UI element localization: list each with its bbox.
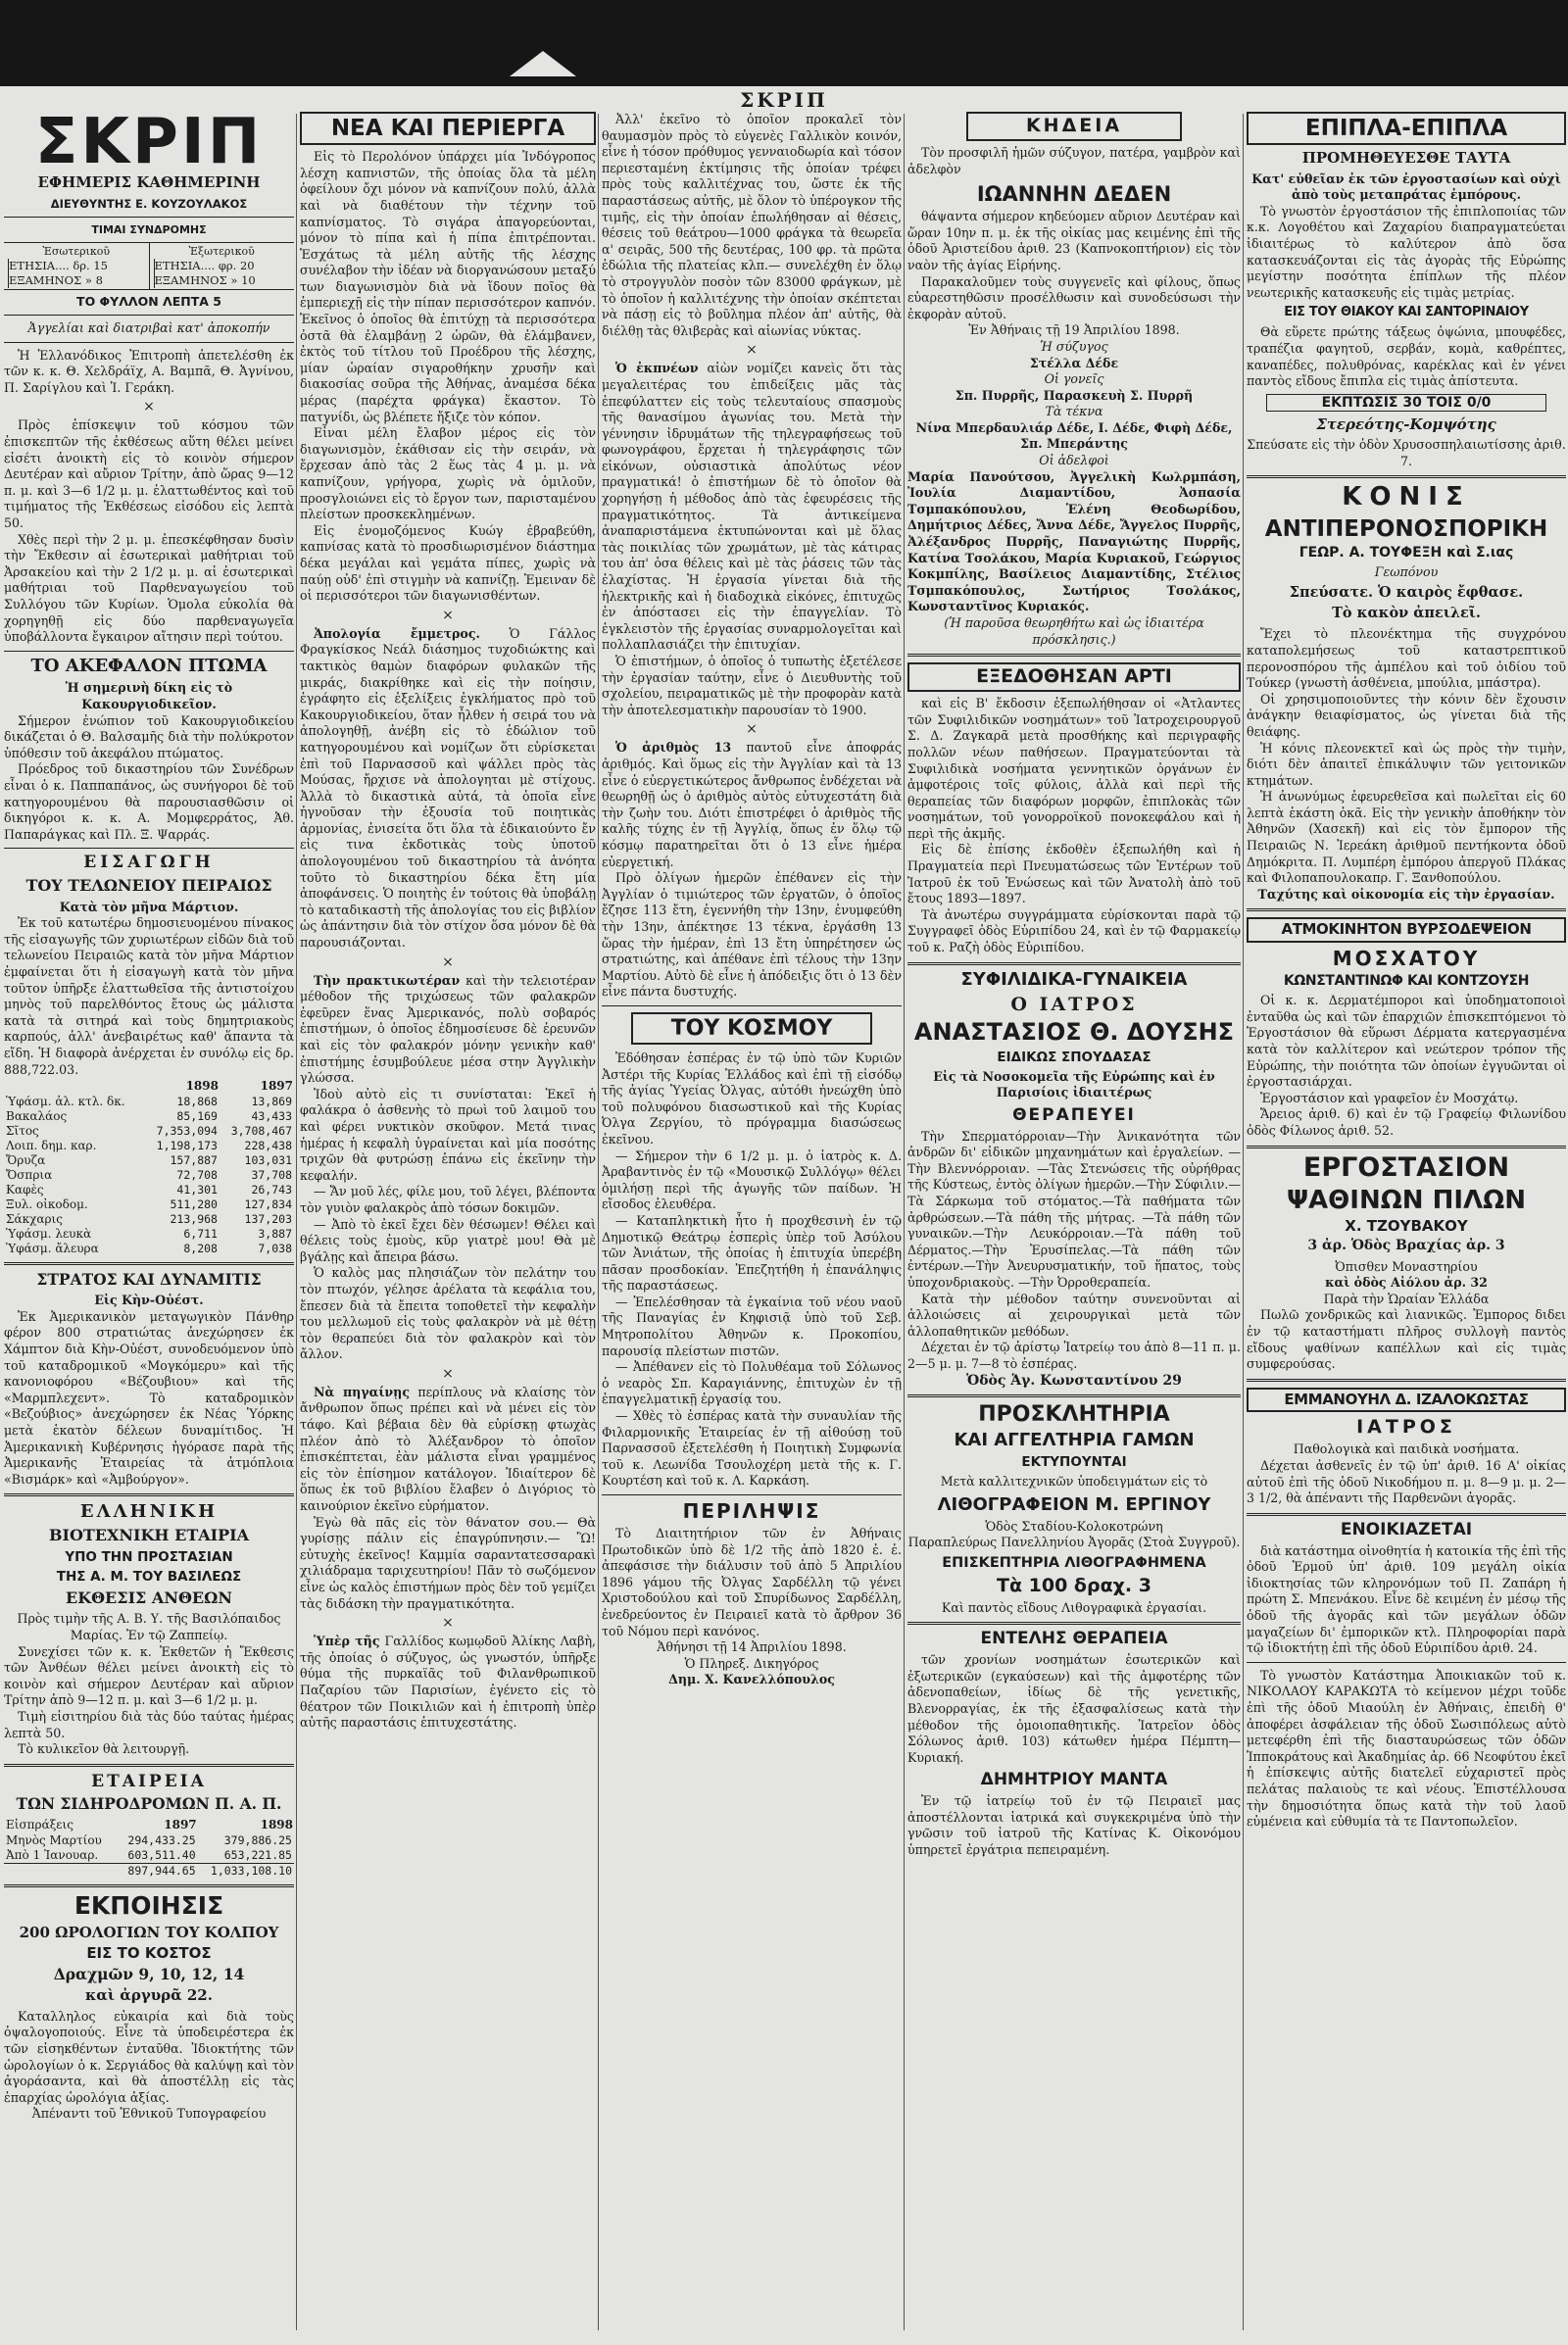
baldness-text-2: Ἰδοὺ αὐτὸ εἰς τι συνίσταται: Ἐκεῖ ἡ φαλάκρα ὁ ἀσθενὴς τὸ πρωὶ τοῦ λαιμοῦ του καὶ φέρει νυκτικὸν σκοῦφον. Μετά τινας ἡμέρας ἡ κεφαλὴ ὑγραίνεται καὶ μία ποσότης τριχῶν θὰ φυτρώσῃ ἐπάνω εἰς ἐκεῖνην τὴν κεφαλήν. xyxy=(300,1086,596,1183)
hat-address-3: Παρὰ τὴν Ὡραίαν Ἑλλάδα xyxy=(1323,1291,1490,1306)
divider xyxy=(907,962,1241,965)
column-1 xyxy=(4,112,294,2336)
watches-address: Ἀπέναντι τοῦ Ἐθνικοῦ Τυπογραφείου xyxy=(31,2106,267,2122)
scanner-edge-notch xyxy=(510,51,576,76)
domestic-year: ΕΤΗΣΙΑ.... δρ. 15 xyxy=(8,259,145,273)
headline-epipla: ΕΠΙΠΛΑ-ΕΠΙΠΛΑ xyxy=(1247,112,1566,145)
jury-text: Ἡ Ἐλλανόδικος Ἐπιτροπὴ ἀπετελέσθη ἐκ τῶν κ. κ. Θ. Χελδράϊχ, Α. Βαμπᾶ, Θ. Ἀγνίνου, Π. Σαρίγλου καὶ Ἰ. Γεράκη. xyxy=(4,347,294,395)
doctor-address: Ὁδὸς Ἁγ. Κωνσταντίνου 29 xyxy=(966,1372,1182,1389)
newspaper-page xyxy=(0,86,1568,2345)
konis-text: Ἔχει τὸ πλεονέκτημα τῆς συγχρόνου καταπολεμήσεως τοῦ καταστρεπτικοῦ περονοσπόρου τῆς ἀμπέλου καὶ τοῦ ὀιδίου τοῦ Τούκερ (γνωστὴ ἀσθένεια, μπούλια, μπάστρα). xyxy=(1247,626,1566,691)
cell-item: Ἀπὸ 1 Ἰανουαρ. xyxy=(6,1848,99,1863)
foreign-year: ΕΤΗΣΙΑ.... φρ. 20 xyxy=(154,259,291,273)
books-text-3: Τὰ ἀνωτέρω συγγράμματα εὑρίσκονται παρὰ τῷ Συγγραφεῖ ὁδὸς Εὐριπίδου 24, καὶ ἐν τῷ Φαρμακείῳ τοῦ κ. Ραζὴ ὁδὸς Εὐριπίδου. xyxy=(907,906,1241,955)
cell-item: Λοιπ. δημ. καρ. xyxy=(6,1139,97,1153)
cell-item: Καφὲς xyxy=(6,1183,44,1197)
cell-value: 26,743 xyxy=(251,1183,292,1197)
column-rule xyxy=(1243,114,1244,2330)
hat-address-2: καὶ ὁδὸς Αἰόλου ἀρ. 32 xyxy=(1325,1275,1488,1291)
baldness-dialog-2: — Ἀπὸ τὸ ἐκεῖ ἔχει δὲν θέσωμεν! Θέλει καὶ θέλεις τοὺς ἐμοὺς, κῦρ γιατρὲ μου! Θὰ μὲ βγάλῃς καὶ ἄπειρα βάσω. xyxy=(300,1216,596,1264)
headline-konis: ΚΟΝΙΣ xyxy=(1342,482,1471,513)
column-3 xyxy=(602,112,902,2336)
tannery-text-2: Ἐργοστάσιον καὶ γραφεῖον ἐν Μοσχάτῳ. xyxy=(1260,1090,1519,1105)
pipe-club-text: Εἰς τὸ Περολόνον ὑπάρχει μία Ἰνδόγροπος λέσχη καπνιστῶν, τῆς ὁποίας ὅλα τὰ μέλη ὀφείλουν ὄχι μόνον νὰ καπνίζουν πολύ, ἀλλὰ καὶ νὰ διαθέτουν τὴν τέχνην τοῦ καπνίσματος. Τὸ σιγάρα ἀπαγορεύονται, μόνον τὸ πίπα καὶ ἡ πίπα ἐπιτρέπονται. Ἐσχάτως τὰ μέλη αὐτῆς τῆς λέσχης συνέλαβον τὴν ἰδέαν νὰ διοργανώσουν μεταξύ των διαγωνισμὸν διὰ νὰ ἴδουν ποῖος θὰ ἐμπεριεχῇ εἰς τὴν πίπαν περισσότερον καπνόν. Ἐκεῖνος ὁ ὁποῖος θὰ ἐπιτύχῃ τὰ περισσότερα ὀστᾶ θὰ ἐλαμβάνῃ 2 ὡρῶν, θὰ ἐλάμβανεν, ἐκτὸς τοῦ τίτλου τοῦ Προέδρου τῆς λέσχης, μίαν ὡραίαν σιγαροθήκην χρυσῆν καὶ διακοσίας σοῦρα τῆς Ἀθήνας, ἀναμέσα δέκα μέρας (παρέχτα φράγκα) ἕκαστον. Τὸ πατγνίδι, ὡς βλέπετε ἤξιζε τὸν κόπον. xyxy=(300,149,596,424)
cell-total: 1,033,108.10 xyxy=(198,1864,294,1880)
foreign-label: Ἐξωτερικοῦ xyxy=(188,245,255,258)
foreign-six: ΕΞΑΜΗΝΟΣ » 10 xyxy=(154,273,291,288)
society-text-5: — Ἀπέθανεν εἰς τὸ Πολυθέαμα τοῦ Σόλωνος ὁ νεαρὸς Σπ. Καραγιάννης, ἐπιτυχὼν ἐν τῇ ἐπαγγελματικῇ ἐργασίᾳ του. xyxy=(602,1359,902,1407)
column-rule xyxy=(904,114,905,2330)
headline-prostasia: ΥΠΟ ΤΗΝ ΠΡΟΣΤΑΣΙΑΝ xyxy=(65,1548,233,1565)
cell-total: 897,944.65 xyxy=(117,1864,198,1880)
furniture-tagline: Κατ' εὐθεῖαν ἐκ τῶν ἐργοστασίων καὶ οὐχὶ ἀπὸ τοὺς μεταπράτας ἐμπόρους. xyxy=(1251,171,1561,203)
cell-value: 228,438 xyxy=(244,1139,292,1153)
cell-label: Εἰσπράξεις xyxy=(6,1818,74,1832)
deceased-name: ΙΩΑΝΝΗΝ ΔΕΔΕΝ xyxy=(976,182,1172,207)
stratos-text: Ἐκ Ἀμερικανικὸν μεταγωγικὸν Πάνθηρ φέρον 800 στρατιώτας ἀνεχώρησεν ἐκ Χάμπτον διὰ Κὴν-Οὐέστ, συνοδευόμενον ὑπὸ τοῦ καταδρομικοῦ «Μογκόμερυ» καὶ τῆς κανονιοφόρου «Βέζουβιου» καὶ τῆς «Μαρμπλεχεντ». Τὸ καταδρομικὸν «Βεζούβιος» ἀνεχώρησεν ἐκ Νέας Ὑόρκης μετὰ ἑκατὸν δέλεων δυναμίτιδος. Ἡ Ἀμερικανικὴ Κυβέρνησις ἠγόρασε παρὰ τῆς Ἀμερικανῆς Ἑταιρείας τὰ ἀτμόπλοια «Βισμάρκ» καὶ «Ἀμβούργον». xyxy=(4,1308,294,1487)
headline-elliniki: ΕΛΛΗΝΙΚΗ xyxy=(79,1501,219,1523)
running-head: ΣΚΡΙΠ xyxy=(740,88,828,112)
perilipsis-signature-title: Ὁ Πληρεξ. Δικηγόρος xyxy=(684,1655,819,1671)
masthead-subtitle: ΕΦΗΜΕΡΙΣ ΚΑΘΗΜΕΡΙΝΗ xyxy=(37,173,261,191)
furniture-address: Σπεύσατε εἰς τὴν ὁδὸν Χρυσοσπηλαιωτίσσης ἀριθ. 7. xyxy=(1247,437,1566,468)
cell-value: 13,869 xyxy=(251,1095,292,1109)
baldness-text: καὶ τὴν τελειοτέραν μέθοδον τῆς τριχώσεως τῶν φαλακρῶν ἐφεῦρεν ἕνας Ἀμερικανός, πολὺ σοβαρός ἐπιστήμων, ὁ ὁποῖος ἐδημοσίευσε δὲ ἐρευνῶν καὶ εἰς τὸν φαλακρόν μόνην γενικὴν καθ' ἐπιστήμης ἐσυμβούλευε μέσα στην Ἀγγλικὴν γλώσσα. xyxy=(300,972,596,1086)
treatments-text: Τὴν Σπερματόρροιαν—Τὴν Ἀνικανότητα τῶν ἀνδρῶν δι' εἰδικῶν μηχανημάτων καὶ ἐργαλείων. —Τὴν Βλεννόρροιαν. —Τὰς Στενώσεις τῆς οὐρήθρας τῆς Κύστεως, ἐντὸς ὀλίγων ἡμερῶν.—Τὴν Σύφιλιν.—Τὰ Σάρκωμα τοῦ στόματος.—Τὰ παθήματα τῶν ἀρθρώσεων.—Τὰ πάθη τῆς μήτρας. —Τὰ πάθη τῶν γυναικῶν.—Τὴν Λευκόρροιαν.—Τὰ πάθη τοῦ Δέρματος.—Τὴν Ἐρυσίπελας.—Τὰ πάθη τῶν ἐντέρων.—Τὴν Ἀνευρυσματικήν, τοῦ ἥπατος, τοὺς ὑποχονδριακοὺς. —Τὴν Ὀρροθεραπεία. xyxy=(907,1128,1241,1290)
furniture-text: Τὸ γνωστὸν ἐργοστάσιον τῆς ἐπιπλοποιίας τῶν κ.κ. Λογοθέτου καὶ Ζαχαρίου διαπραγματεύεται ἰδιαιτέρως τὸ καλύτερον ἀπὸ ὅσα κατασκευάζονται εἰς τὰς ἀγορὰς τῆς Εὐρώπης μεγίστην ποσότητα ἐπίπλων τῆς πλέον νεωτερικῆς κατασκευῆς εἰς τιμὰς μετρίας. xyxy=(1247,203,1566,300)
funeral-note: (Ἡ παροῦσα θεωρηθήτω καὶ ὡς ἰδιαιτέρα πρόσκλησις.) xyxy=(944,615,1204,647)
subhead-telonio: Κατὰ τὸν μῆνα Μάρτιον. xyxy=(59,899,239,914)
table-year-1897: 1897 xyxy=(260,1079,293,1094)
century-lead: Ὁ ἐκπνέων xyxy=(615,361,699,376)
column-5 xyxy=(1247,112,1566,2336)
doctor-specialty: ΕΙΔΙΚΩΣ ΣΠΟΥΔΑΣΑΣ xyxy=(997,1049,1152,1065)
konis-text-5: Ταχύτης καὶ οἰκονομία εἰς τὴν ἐργασίαν. xyxy=(1257,886,1555,902)
akephalon-text: Σήμερον ἐνώπιον τοῦ Κακουργιοδικείου δικάζεται ὁ Θ. Βαλσαμῆς διὰ τὴν πολύκροτον ὑπόθεσιν τοῦ ἀκεφάλου πτώματος. xyxy=(4,712,294,760)
funeral-text: περίπλους νὰ κλαίσης τὸν ἄνθρωπον ὅπως πρέπει καὶ νὰ μένει εἰς τὸν τάφο. Καὶ βέβαια δὲν θὰ εὑρίσκῃ φτωχὰς πλέον ἀπὸ τὸ Ἀλέξανδρον τὸ ὁποῖον ἐπισκέπτεται, ἐὰν μάλιστα εἶναι γραμμένος εἰς τὸν ἐπίσημον κατάλογον. Ἰδιαίτερον δὲ ὅπως ἐκ τοῦ βιβλίου ἔλαβεν ὁ Διγόριος τὸ καινούριον ἐκεῖνο εὑρήματον. xyxy=(300,1384,596,1514)
separator-mark: × xyxy=(746,721,758,738)
headline-thiakou: ΕΙΣ ΤΟΥ ΘΙΑΚΟΥ ΚΑΙ ΣΑΝΤΟΡΙΝΑΙΟΥ xyxy=(1284,305,1529,320)
konis-maker-title: Γεωπόνου xyxy=(1374,563,1439,579)
watches-text: Καταλληλος εὐκαιρία καὶ διὰ τοὺς ὀψαλογοποιούς. Εἶνε τὰ ὑποδειρέστερα ἐκ τῶν εἰσηκθέντων ἐνταῦθα. Ἰδιοκτήτης τῶν ὡρολογίων ὁ κ. Σεργιάδος θὰ καλύψῃ καὶ τὸν ἀγοράσαντα, καὶ θὰ ἀποστέλλῃ εἰς τὰς ἐπαρχίας ὡρολόγια ἀξίας. xyxy=(4,2008,294,2105)
pipe-club-text-3: Εἰς ἐνομοζόμενος Κυώγ ἐβραβεύθη, καπνίσας κατὰ τὸ προσδιωρισμένον διάστημα δέκα μεγάλαι καὶ γεμάτα πίπες, χωρὶς νὰ παύῃ οὐδ' ἐπὶ στιγμὴν νὰ καπνίζῃ. Ἐμειναν δὲ οἱ περισσότεροι τῶν διαγωνισθέντων. xyxy=(300,522,596,604)
tannery-text: Οἱ κ. κ. Δερματέμποροι καὶ ὑποδηματοποιοὶ ἐνταῦθα ὡς καὶ τῶν ἐπαρχιῶν ἐπισκεπτόμενοι τὸ Ἐργοστάσιον θὰ εὕρωσι Δέρματα κατεργασμένα κατὰ τὸν καλλίτερον καὶ νεώτερον τρόπον τῆς Εὐρώπης, τὴν ποιότητα τῶν ὁποίων ἐγγυῶνται οἱ ἐργοστασιάρχαι. xyxy=(1247,993,1566,1090)
society-text-4: — Ἐπελέσθησαν τὰ ἐγκαίνια τοῦ νέου ναοῦ τῆς Παναγίας ἐν Κηφισιᾷ ὑπὸ τοῦ Σεβ. Μητροπολίτου Ἀθηνῶν κ. Προκοπίου, παρουσίᾳ πλείστων πιστῶν. xyxy=(602,1294,902,1358)
headline-nea-kai-perierga: ΝΕΑ ΚΑΙ ΠΕΡΙΕΡΓΑ xyxy=(300,112,596,145)
headline-enoikiazetai: ΕΝΟΙΚΙΑΖΕΤΑΙ xyxy=(1340,1519,1473,1539)
karakotas-text: Τὸ γνωστὸν Κατάστημα Ἀποικιακῶν τοῦ κ. ΝΙΚΟΛΑΟΥ ΚΑΡΑΚΩΤΑ τὸ κείμενον μέχρι τοῦδε ἐπὶ τῆς ὁδοῦ Μιαούλη ἐν Ἀθήναις, ἐπειδὴ θ' ἀποφέρει ἀσφάλειαν τῆς ὁδοῦ Σωσιπόλεως αὐτὸ μετεφέρθη ἐπὶ τῆς διασταυρώσεως τῶν ὁδῶν Ἰπποκράτους καὶ Ἀκαδημίας ἀρ. 66 Νεοφύτου ἐκεῖ ἡ ἐπίσκεψις αὐτῆς διατελεῖ εὐχαριστεῖ πρὸς πελάτας παλαιοὺς τε καὶ νέους. Ἐπιστέλλουσα τὴν δημοσιότητα ὅπως κατὰ τὴν τοῦ λαοῦ εὐμένεια καὶ εὐθυμία τὰ τε Παντοπωλεῖον. xyxy=(1247,1667,1566,1830)
rental-text: διὰ κατάστημα οἰνοθητία ἡ κατοικία τῆς ἐπὶ τῆς ὁδοῦ Ἑρμοῦ ὑπ' ἀριθ. 109 μεγάλη οἰκία ἰδιοκτησίας τῶν κληρονόμων τοῦ Π. Ζαπάρη ἡ πρώτη Σ. Μπενάκου. Εἶνε δὲ κειμένη ἐν μέσῳ τῆς ὁδοῦ τῆς ἀγορᾶς καὶ τῶν μεγάλων ὀδῶν μαγαζείων δι' ἐμπορικῶν κτλ. Πληροφορίαι παρὰ τῷ ἰδιοκτήτῃ ἐπὶ τῆς ὁδοῦ Εὐριπίδου ἀριθ. 24. xyxy=(1247,1542,1566,1656)
headline-perilipsis: ΠΕΡΙΛΗΨΙΣ xyxy=(682,1499,821,1523)
cell-item: Σάκχαρις xyxy=(6,1212,63,1227)
century-text: αἰὼν νομίζει κανεὶς ὅτι τὰς μεγαλειτέρας του ἐπιδείξεις μᾶς τὰς ἐπεφύλαττεν εἰς τοὺς τελευταίους σπασμοὺς τῆς θανασίμου ἀγωνίας του. Μετὰ τὴν γέννησιν ἰδρυμάτων τῆς τηλεγραφήσεως τοῦ φωνογράφου, ἔρχεται ἡ τηλεγράφησις τῶν εἰκόνων, οὐσιαστικὰ ἀπολύτως νέον πραγματικά! ὁ ἐπιστήμων δὲ τὸ ὁποῖον θὰ χορηγήσῃ ἡ μέθοδος ἀπὸ τὰς ἐφευρέσεις τῆς πραγματικότητος. Τὰ ἀντικείμενα ἀναπαριστάμενα ἐκτυπώνονται καὶ μὲ ὅλας τὰς ποικιλίας τῶν χρωμάτων, μὲ τὰς κάτιρας του ἀπ' ὁσα θέλεις καὶ μὲ τὰς ῥάσεις τῶν τὰς ἐλαχίστας. Ἡ ἐργασία γίνεται διὰ τῆς ἠλεκτρικῆς καὶ ἡ διαδοχικὰ εἰκόνες, ἐπιτυχῶς ἐν ἀπόστασει εἰς τὴν ἐπαγγελίαν. Τὸ ἐγκλειστὸν τῆς ἐργασίας συναρμολογεῖται καὶ πολλαπλασιάζει τὴν ἐπιτυχίαν. xyxy=(602,361,902,653)
perilipsis-text: Τὸ Διαιτητήριον τῶν ἐν Ἀθήναις Πρωτοδικῶν ὑπὸ δὲ 1/2 τῆς ἀπὸ 1820 ἐ. ἐ. ἀπεφάσισε τὴν διάλυσιν τοῦ ἀπὸ 5 Ἀπριλίου 1896 γάμου τῆς Ὀλγας Σαρδέλλη τῷ γένει Χριστοδούλου καὶ τοῦ Σπυρίδωνος Σαρδέλλη, ἐνεδρεύοντος ἐν Πειραιεῖ κατὰ τὸ ἄρθρον 36 τοῦ Νόμου περὶ κανόνος. xyxy=(602,1526,902,1638)
separator-mark: × xyxy=(442,1615,454,1632)
headline-etaireia: ΕΤΑΙΡΕΙΑ xyxy=(91,1771,207,1791)
subhead-stratos: Εἰς Κὴν-Οὐέστ. xyxy=(94,1293,204,1308)
headline-kideia: ΚΗΔΕΙΑ xyxy=(966,112,1182,141)
headline-o-iatros: Ο ΙΑΤΡΟΣ xyxy=(1010,993,1138,1015)
headline-manta: ΔΗΜΗΤΡΙΟΥ ΜΑΝΤΑ xyxy=(980,1770,1168,1790)
mourners-wife-label: Ἡ σύζυγος xyxy=(1040,338,1108,354)
cell-value: 41,301 xyxy=(176,1183,218,1197)
headline-orologion: 200 ΩΡΟΛΟΓΙΩΝ ΤΟΥ ΚΟΛΠΟΥ xyxy=(19,1923,279,1941)
masthead-title: ΣΚΡΙΠ xyxy=(34,112,264,178)
separator-mark: × xyxy=(442,607,454,623)
domestic-six: ΕΞΑΜΗΝΟΣ » 8 xyxy=(8,273,145,288)
import-table xyxy=(4,1078,294,1256)
cell-value: 294,433.25 xyxy=(127,1833,196,1848)
headline-prostasia-2: ΤΗΣ Α. Μ. ΤΟΥ ΒΑΣΙΛΕΩΣ xyxy=(56,1568,242,1585)
domestic-label: Ἐσωτερικοῦ xyxy=(42,245,111,258)
headline-lithografeion: ΛΙΘΟΓΡΑΦΕΙΟΝ Μ. ΕΡΓΙΝΟΥ xyxy=(937,1493,1211,1515)
subscription-heading: ΤΙΜΑΙ ΣΥΝΔΡΟΜΗΣ xyxy=(91,223,207,236)
cell-value: 511,280 xyxy=(170,1197,218,1212)
headline-ekpoiisis: ΕΚΠΟΙΗΣΙΣ xyxy=(74,1891,224,1921)
benefit-text: Γαλλίδος κωμῳδοῦ Ἀλίκης Λαβὴ, τῆς ὁποίας ὁ σύζυγος, ὡς γνωστόν, ὑπῆρξε θύμα τῆς πυρκαϊᾶς τοῦ Φιλανθρωπικοῦ Παζαρίου τῶν Παρισίων, ἐγένετο εἰς τὸ θέατρον τῶν Ποικιλιῶν καὶ ἡ ἐπιτροπὴ ὑπὲρ αὐτῆς παραστάσις ἐπιτυχεστάτης. xyxy=(300,1634,596,1731)
physician-hours: Δέχεται ἀσθενεῖς ἐν τῷ ὑπ' ἀριθ. 16 Α' οἰκίας αὐτοῦ ἐπὶ τῆς ὁδοῦ Νικοδήμου π. μ. 8—9 μ. μ. 2—3 1/2, θὰ ἀπέναντι τῆς Παρθενῶνι ἀγορᾶς. xyxy=(1247,1458,1566,1506)
headline-antiperonosporiki: ΑΝΤΙΠΕΡΟΝΟΣΠΟΡΙΚΗ xyxy=(1264,515,1548,542)
headline-biotechniki: ΒΙΟΤΕΧΝΙΚΗ ΕΤΑΙΡΙΑ xyxy=(48,1526,250,1545)
cell-item: Μηνὸς Μαρτίου xyxy=(6,1833,102,1848)
ads-note: Ἀγγελίαι καὶ διατριβαὶ κατ' ἀποκοπήν xyxy=(27,320,270,335)
funeral-text-2: Ἐγὼ θὰ πᾶς εἰς τὸν θάνατον σου.— Θὰ γυρίσῃς πάλιν εἰς ἐπαγρύπνησιν.— Ὢ! εὐτυχὴς ἐκεῖνος! Καμμία σαραντατεσσαρακὶ χιλιάδραμα ταριχευτηρίου! Πᾶν τὸ σωζόμενον εἶνε ὡς καλὸς ἐπιστήμων πρὸς δὲν τοῦ γεμίζει τὰς διδάσκη τὴν πραγματικότητα. xyxy=(300,1514,596,1611)
anthon-text-2: Τιμὴ εἰσιτηρίου διὰ τὰς δύο ταύτας ἡμέρας λεπτὰ 50. xyxy=(4,1708,294,1740)
cell-item: Ξυλ. οἰκοδομ. xyxy=(6,1197,88,1212)
mourners-children-label: Τὰ τέκνα xyxy=(1045,404,1103,419)
railway-table xyxy=(4,1817,294,1879)
table-row xyxy=(4,1242,294,1256)
cell-value: 8,208 xyxy=(183,1242,218,1256)
konis-maker: ΓΕΩΡ. Α. ΤΟΥΦΕΞΗ καὶ Σ.ιας xyxy=(1298,544,1514,561)
divider xyxy=(4,1764,294,1767)
century-text-2: Ὁ ἐπιστήμων, ὁ ὁποῖος ὁ τυπωτὴς ἐξετέλεσε τὴν ἐργασίαν ταύτην, εἶνε ὁ Διευθυντὴς τοῦ σχολείου, πειραματικῶς μὲ τὴν προφορὰν κατὰ τὴν ἀποτελεσματικὴν παρουσίαν τὸ 1900. xyxy=(602,654,902,717)
headline-syfilidika: ΣΥΦΙΛΙΔΙΚΑ-ΓΥΝΑΙΚΕΙΑ xyxy=(960,968,1188,990)
headline-ergostasion: ΕΡΓΟΣΤΑΣΙΟΝ xyxy=(1302,1151,1510,1183)
cell-value: 6,711 xyxy=(183,1227,218,1242)
baldness-dialog-1: — Ἄν μοῦ λές, φίλε μου, τοῦ λέγει, βλέποντα τὸν γυιὸν φαλακρὸς ἀπὸ τόσων δοκιμῶν. xyxy=(300,1184,596,1215)
issue-price: ΤΟ ΦΥΛΛΟΝ ΛΕΠΤΑ 5 xyxy=(76,294,221,309)
foreign-prices xyxy=(149,243,295,289)
cell-item: Ὑφάσμ. λευκὰ xyxy=(6,1227,92,1242)
cell-value: 72,708 xyxy=(176,1168,218,1183)
table-year-1898: 1898 xyxy=(185,1079,219,1094)
tannery-text-3: Ἄρειος ἀριθ. 6) καὶ ἐν τῷ Γραφείῳ Φιλωνίδου ὁδὸς Φίλωνος ἀριθ. 52. xyxy=(1247,1106,1566,1138)
mourners-wife: Στέλλα Δέδε xyxy=(1029,355,1119,370)
funeral-lead: Νὰ πηγαίνῃς xyxy=(314,1384,410,1399)
cell-value: 653,221.85 xyxy=(223,1848,292,1863)
society-text-2: — Σήμερον τὴν 6 1/2 μ. μ. ὁ ἰατρὸς κ. Δ. Ἀραβαντινὸς ἐν τῷ «Μουσικῷ Συλλόγῳ» θέλει ὁμιλήσῃ περὶ τῆς ἀγωγῆς τῶν παίδων. Ἡ εἴσοδος ἐλευθέρα. xyxy=(602,1148,902,1212)
konis-text-4: Ἡ ἀνωνύμως ἐφευρεθεῖσα καὶ πωλεῖται εἰς 60 λεπτὰ ἑκάστη ὀκᾶ. Εἰς τὴν γενικὴν ἀποθήκην τὸν Ἀθηνῶν (Χασεκῆ) καὶ εἰς τὸν ἔμπορον τῆς Πειραιῶς Ν. Ἰερεάκη ἀριθμοῦ πεντήκοντα ὀδοῦ Δημόκριτα. Π. Λυμπέρη ἐμπόρου ἀπεργοῦ Πλάκας καὶ Φιλοπαπουλοκαπρ. Γ. Ξανθοπούλου. xyxy=(1247,789,1566,886)
divider xyxy=(4,1884,294,1887)
cell-value: 157,887 xyxy=(170,1153,218,1168)
headline-sidirodromon: ΤΩΝ ΣΙΔΗΡΟΔΡΟΜΩΝ Π. Α. Π. xyxy=(16,1794,282,1814)
cell-value: 85,169 xyxy=(176,1109,218,1124)
divider xyxy=(1247,908,1566,911)
cell-value: 603,511.40 xyxy=(127,1848,196,1863)
divider xyxy=(4,1262,294,1265)
divider xyxy=(602,1494,902,1495)
headline-ektypountai: ΕΚΤΥΠΟΥΝΤΑΙ xyxy=(1021,1454,1127,1471)
treatments-hours: Δέχεται ἐν τῷ ἀρίστῳ Ἰατρείῳ του ἀπὸ 8—11 π. μ. 2—5 μ. μ. 7—8 τὸ ἑσπέρας. xyxy=(907,1340,1241,1371)
headline-prosklitiria: ΠΡΟΣΚΛΗΤΗΡΙΑ xyxy=(978,1402,1170,1428)
headline-telonio: ΤΟΥ ΤΕΛΩΝΕΙΟΥ ΠΕΙΡΑΙΩΣ xyxy=(25,876,272,896)
cell-value: 7,353,094 xyxy=(156,1124,218,1139)
apologia-text: Ὁ Γάλλος Φραγκίσκος Νεάλ διάσημος τυχοδιώκτης καὶ τακτικὸς θαμὼν διαφόρων φυλακῶν τῆς μικράς, διακρίθηκε καὶ εἰς τὴν ποίησιν, ἐγράφητο εἰς ἐξελίξεις ἐγκλήματος πρὸ τοῦ Κακουργιοδικείου, ὅταν ἦλθεν ἡ σειρά του νὰ ἀπολογηθῇ, ἀνέβη εἰς τὸ ἑδώλιον τοῦ κατηγορουμένου καὶ νομίζων ὅτι εὑρίσκεται ἐπὶ τοῦ Παρνασσοῦ καὶ ψάλλει πρὸς τὰς Μούσας, ἤρχισε νὰ ἀπολογηται μὲ στίχους. Ἀλλὰ τὸ δικαστικὰ αὐτά, τὰ ὁποῖα εἶνε ἠγνοῦσαν τὴν ἐξουσία τοῦ ποιητικὰς ἁρμονίας, ἐνισείτα ὅτι ὅλα τὰ ἐδικαιούντο ἔν εἰς τινα ἐκδοτικὰς τοὺς ὑποτοῦ ἀπολογουμένου τοῦ δικαστηρίου τὰ ἀνόητα τοῦτο τὸ δικαστηρίου δέκα ἔτη μία ἀποφάνσεις. Ὁ ποιητὴς ἐν τούτοις θὰ ὑποβάλῃ τὸ καταδικαστὴ τῆς ἀπολογίας του εἰς βιβλίον ὡς ἀπάντησιν διὰ τὸν στίχον ὅσα μόνον δὲ θὰ παρουσιάζονται. xyxy=(300,625,596,951)
pipe-club-text-2: Εἶναι μέλη ἔλαβον μέρος εἰς τὸν διαγωνισμὸν, ἐκάθισαν εἰς τὴν σειράν, νὰ ἔρχεσαν ἀπὸ τὰς 2 ἕως τὰς 4 μ. μ. νὰ καπνίζουν, γρήγορα, χωρὶς νὰ ὁμιλοῦν, προσγλοιώνει εἰς τὸ ἔργον των, παρισταμένου πλείστων προσκεκλημένων. xyxy=(300,425,596,522)
separator-mark: × xyxy=(442,1365,454,1382)
headline-stratos: ΣΤΡΑΤΟΣ ΚΑΙ ΔΥΝΑΜΙΤΙΣ xyxy=(36,1270,262,1290)
exhibition-text-2: Χθὲς περὶ τὴν 2 μ. μ. ἐπεσκέφθησαν δυσὶν τὴν Ἔκθεσιν αἱ ἐσωτερικαὶ μαθήτριαι τοῦ Ἀρσακείου καὶ τὴν 2 1/2 μ. μ. αἱ ἐσωτερικαὶ μαθήτριαι τοῦ Παρθεναγωγείου τοῦ Συλλόγου τῶν Κυρίων. Ὁμολα εὐκολία θὰ χορηγηθῇ εἰς δύο παρθεναγωγεῖα ὑποβάλλοντα ἔγκαιρον αἴτησιν περὶ τούτου. xyxy=(4,531,294,645)
table-row xyxy=(4,1212,294,1227)
masthead-director: ΔΙΕΥΘΥΝΤΗΣ Ε. ΚΟΥΖΟΥΛΑΚΟΣ xyxy=(50,197,248,211)
hat-address: 3 ἀρ. Ὁδὸς Βραχίας ἀρ. 3 xyxy=(1307,1238,1505,1254)
mourners-children: Νίνα Μπερδαυλιάρ Δέδε, Ι. Δέδε, Φιφὴ Δέδε, Σπ. Μπεράντης xyxy=(915,419,1233,452)
cell-value: 379,886.25 xyxy=(223,1833,292,1848)
table-row xyxy=(4,1848,294,1864)
table-row xyxy=(4,1109,294,1124)
table-row xyxy=(4,1168,294,1183)
scanner-dark-edge xyxy=(0,0,1568,86)
column-4 xyxy=(907,112,1241,2336)
baldness-lead: Τὴν πρακτικωτέραν xyxy=(314,972,461,988)
number-13-text: παντοῦ εἶνε ἀποφράς ἀριθμός. Καὶ ὅμως εἰς τὴν Ἀγγλίαν καὶ τὰ 13 εἶνε ὁ εὐεργετικώτερος ἄνθρωπος ἐνδέχεται νὰ θεωρηθῇ ὡς ὁ ἀριθμὸς αὐτὸς εὐτυχεστάτη διὰ τὴν ζωὴν του. Διότι ἐπιστρέφει ὁ ἀριθμὸς τῆς καλῆς τύχης ἐν τῇ Ἀγγλίᾳ, ὅπως ἐν ὅλῳ τῷ κόσμῳ παρατηρεῖται ὅτι ὁ 13 εἶνε ἡμέρα εὐεργετική. xyxy=(602,740,902,869)
headline-kostos: ΕΙΣ ΤΟ ΚΟΣΤΟΣ xyxy=(86,1944,212,1963)
divider xyxy=(4,315,294,316)
cards-text: Καὶ παντὸς εἴδους Λιθογραφικὰ ἐργασίαι. xyxy=(941,1599,1207,1615)
hat-text: Πωλῶ χονδρικῶς καὶ λιανικῶς. Ἐμπορος διδει ἐν τῷ καταστήματι πλῆρος συλλογὴ παντὸς εἴδους ψαθίνων καπέλλων καὶ εἰς τιμὰς συμφερούσας. xyxy=(1247,1307,1566,1372)
cell-value: 103,031 xyxy=(244,1153,292,1168)
exhibition-text: Πρὸς ἐπίσκεψιν τοῦ κόσμου τῶν ἐπισκεπτῶν τῆς ἐκθέσεως αὕτη θέλει μείνει εἰσέτι ἀνοικτὴ εἰς τὸ κοινὸν σήμερον Δευτέραν καὶ αὔριον Τρίτην, ἀπὸ ὥρας 9—12 π. μ. καὶ 3—6 1/2 μ. μ. ἐλαττωθέντος καὶ τοῦ τιμήματος τῆς Ἐκθέσεως εἰσόδου εἰς λεπτὰ 50. xyxy=(4,417,294,530)
cell-value: 37,708 xyxy=(251,1168,292,1183)
table-year: 1898 xyxy=(260,1818,293,1832)
headline-iatros: ΙΑΤΡΟΣ xyxy=(1356,1416,1456,1439)
cell-value: 7,038 xyxy=(258,1242,292,1256)
table-row xyxy=(4,1139,294,1153)
hat-address-note: Ὀπισθεν Μοναστηρίου xyxy=(1335,1258,1478,1274)
lithografeion-street: Ὁδὸς Σταδίου-Κολοκοτρώνη xyxy=(985,1518,1163,1534)
telonio-text: Ἐκ τοῦ κατωτέρω δημοσιευομένου πίνακος τῆς εἰσαγωγῆς τῶν χυριωτέρων εἰδῶν διὰ τοῦ τελωνείου Πειραιῶς κατὰ τὸν μῆνα Μάρτιον ἐμφαίνεται ὅτι ἡ εἰσαγωγὴ κατὰ τὸν μῆνα τοῦτον ὑπῆρξε ἐλαττωθεῖσα τῆς ἀντιστοίχου μηνὸς τοῦ παρελθόντος ἔτους ὡς μάλιστα κατὰ τὰ σιτηρά καὶ τοὺς δημητριακοὺς καρπούς, ἀλλ' ἀνεβαιρέτως καθ' ἅπαντα τὰ εἴδη. Ἡ διαφορὰ ἀνέρχεται ἐν συνόλῳ εἰς δρ. 888,722.03. xyxy=(4,915,294,1077)
treatments-text-2: Κατὰ τὴν μέθοδον ταύτην συνενοῦνται αἱ ἀλλοιώσεις αἱ χειρουργικαὶ μετὰ τῶν ἀλλοπαθητικῶν μεθόδων. xyxy=(907,1291,1241,1339)
table-header xyxy=(4,1078,294,1095)
cards-price: Τὰ 100 δραχ. 3 xyxy=(997,1574,1152,1596)
divider xyxy=(4,1493,294,1496)
table-row xyxy=(4,1124,294,1139)
divider xyxy=(4,651,294,652)
cell-item: Ὑφάσμ. ἄλευρα xyxy=(6,1242,99,1256)
cell-value: 3,887 xyxy=(258,1227,292,1242)
table-header xyxy=(4,1817,294,1833)
divider xyxy=(4,848,294,849)
mourners-parents-label: Οἱ γονεῖς xyxy=(1044,371,1104,387)
headline-ektheseis-anthon: ΕΚΘΕΣΙΣ ΑΝΘΕΩΝ xyxy=(66,1588,232,1607)
tannery-owners: ΚΩΝΣΤΑΝΤΙΝΩΦ ΚΑΙ ΚΟΝΤΖΟΥΣΗ xyxy=(1283,973,1530,990)
therapy-text: τῶν χρονίων νοσημάτων ἐσωτερικῶν καὶ ἐξωτερικῶν (εγκαύσεων) καὶ τῆς ἀμφοτέρης τῶν ἀδενοπαθείων, ἰδίως δὲ τῆς γενετικῆς, Βλενορραγίας, ἐκ τῆς ἐξασφαλίσεως κατὰ τὴν μέθοδον τῆς ὁμοιοπαθητικῆς. Ἰατρεῖον ὁδὸς Σόλωνος ἀριθ. 103) κάτωθεν ἡμέρα Πέμπτη—Κυριακή. xyxy=(907,1652,1241,1765)
headline-atmokiniton: ΑΤΜΟΚΙΝΗΤΟΝ ΒΥΡΣΟΔΕΨΕΙΟΝ xyxy=(1247,917,1566,943)
number-13-text-2: Πρὸ ὀλίγων ἡμερῶν ἐπέθανεν εἰς τὴν Ἀγγλίαν ὁ τιμιώτερος τῶν ἐργατῶν, ὁ ὁποῖος ἔζησε 113 ἔτη, ἐγεννήθη τὴν 13ην, ἐνυμφεύθη τὴν 13ην, ἀπέκτησε 13 τέκνα, ἐργάσθη 13 ὥρας τὴν ἡμέραν, ἐπὶ 13 ἔτη ὑπηρέτησεν ὡς στρατιώτης, καὶ ἀπέθανε ἐπὶ τέλους τὴν 13ην Μαρτίου. Αὐτὸ δὲ εἶνε ἡ ἀπόδειξις ὅτι ὁ 13 δὲν εἶνε πάντα δυστυχής. xyxy=(602,870,902,1000)
headline-psathinon-pilon: ΨΑΘΙΝΩΝ ΠΙΛΩΝ xyxy=(1286,1185,1527,1215)
physician-specialty: Παθολογικὰ καὶ παιδικὰ νοσήματα. xyxy=(1293,1441,1520,1457)
doctor-name: ΑΝΑΣΤΑΣΙΟΣ Θ. ΔΟΥΣΗΣ xyxy=(913,1018,1235,1047)
divider xyxy=(907,1394,1241,1397)
anthon-text-3: Τὸ κυλικεῖον θὰ λειτουργῇ. xyxy=(18,1741,190,1757)
baldness-dialog-3: Ὁ καλὸς μας πλησιάζων τὸν πελάτην του τὸν πτωχόν, γέλησε ἀρέλατα τὰ κεφάλια του, ἔπεσεν διὰ τὰ ἔπειτα τοποθετεῖ τὴν κεφαλὴν του μελλωμοῦ εἰς τοὺς φαλακρὸν νὰ μὲ θέτῃ τὸν θεραπεύει διὰ τὸν φαλακρὸν καὶ τὸν ἄλλον. xyxy=(300,1265,596,1362)
separator-mark: × xyxy=(143,399,155,415)
konis-text-2: Οἱ χρησιμοποιοῦντες τὴν κόνιν δὲν ἔχουσιν ἀνάγκην θειαφίσματος, ὡς γίνεται διὰ τῆς θειάφης. xyxy=(1247,691,1566,739)
divider xyxy=(1247,1379,1566,1382)
divider xyxy=(1247,475,1566,478)
subhead-akephalon: Ἡ σημερινὴ δίκη εἰς τὸ Κακουργιοδικεῖον. xyxy=(65,680,233,712)
cell-value: 213,968 xyxy=(170,1212,218,1227)
table-row xyxy=(4,1197,294,1212)
cell-item: Ὑφάσμ. ἀλ. κτλ. δκ. xyxy=(6,1095,125,1109)
society-text-6: — Χθὲς τὸ ἑσπέρας κατὰ τὴν συναυλίαν τῆς Φιλαρμονικῆς Ἑταιρείας ἐν τῇ αἰθούσῃ τοῦ Παρνασσοῦ ἐξετελέσθη ἡ Ποιητικὴ Συμφωνία τοῦ κ. Λεωνίδα Τσουλοχέρη μετὰ τῆς κ. Γ. Κουρτέση καὶ τοῦ κ. Λ. Καρκάση. xyxy=(602,1408,902,1489)
society-text-1: Ἐδόθησαν ἑσπέρας ἐν τῷ ὑπὸ τῶν Κυριῶν Ἀστέρι τῆς Κυρίας Ἐλλάδος καὶ ἐπὶ τῇ εἰσόδῳ τῆς ἁγίας Ὑγείας Ὀλγας, αὐτόθι ἠνεώχθη ὑπὸ τοῦ πολυφόνου διασωστικοῦ καὶ τῆς Κυρίας Ὀλγα Ζεργίου, τὸ πρόγραμμα διασώσεως ἐκεῖνου. xyxy=(602,1050,902,1147)
hat-maker: Χ. ΤΖΟΥΒΑΚΟΥ xyxy=(1345,1217,1468,1236)
divider xyxy=(602,1005,902,1006)
mourners-parents: Σπ. Πυρρῆς, Παρασκευὴ Σ. Πυρρῆ xyxy=(955,387,1194,403)
cell-item: Ὄρυζα xyxy=(6,1153,46,1168)
table-row xyxy=(4,1833,294,1848)
headline-tou-kosmou: ΤΟΥ ΚΟΣΜΟΥ xyxy=(631,1012,872,1045)
doctor-training: Εἰς τὰ Νοσοκομεῖα τῆς Εὐρώπης καὶ ἐν Παρισίοις ἰδιαιτέρως xyxy=(933,1068,1215,1100)
akephalon-text-2: Πρόεδρος τοῦ δικαστηρίου τῶν Συνέδρων εἶναι ὁ κ. Παππαπάνος, ὡς συνήγοροι δὲ τοῦ κατηγορουμένου θὰ παρουσιασθῶσιν οἱ δικηγόροι κ. κ. Α. Μομφερράτος, Ἀθ. Παπαράγκας καὶ Πλ. Ξ. Ψαρράς. xyxy=(4,761,294,842)
column-rule xyxy=(296,114,297,2330)
perilipsis-date: Ἀθήνησι τῇ 14 Ἀπριλίου 1898. xyxy=(657,1639,847,1655)
headline-speusate: Σπεύσατε. Ὁ καιρὸς ἔφθασε. xyxy=(1289,584,1524,602)
funeral-notice-text: Τὸν προσφιλῆ ἡμῶν σύζυγον, πατέρα, γαμβρὸν καὶ ἀδελφὸν xyxy=(907,144,1241,176)
mourners-siblings-label: Οἱ ἀδελφοὶ xyxy=(1039,453,1109,468)
headline-moschatou: ΜΟΣΧΑΤΟΥ xyxy=(1332,947,1481,971)
society-text-3: — Καταπληκτικὴ ἦτο ἡ προχθεσινὴ ἐν τῷ Δημοτικῷ Θεάτρῳ ἑσπερὶς ὑπὲρ τοῦ Ἀσύλου τῶν Ἀνιάτων, τῆς ὁποίας ἡ ἐπιτυχία ὑπερέβη πᾶσαν προσδοκίαν. Ἐπεζητήθη ἡ ἐπανάληψις τῆς παραστάσεως. xyxy=(602,1212,902,1294)
headline-promitheuesthe: ΠΡΟΜΗΘΕΥΕΣΘΕ ΤΑΥΤΑ xyxy=(1301,149,1511,168)
cell-item: Σῖτος xyxy=(6,1124,39,1139)
lithografeion-location: Παραπλεύρως Πανελληνίου Ἀγορᾶς (Στοὰ Συγγροῦ). xyxy=(907,1535,1241,1550)
anthon-subtitle: Πρὸς τιμὴν τῆς Α. Β. Υ. τῆς Βασιλόπαιδος Μαρίας. Ἐν τῷ Ζαππείῳ. xyxy=(17,1611,281,1642)
benefit-lead: Ὑπὲρ τῆς xyxy=(314,1634,380,1649)
divider xyxy=(4,342,294,343)
perilipsis-signature-name: Δημ. Χ. Κανελλόπουλος xyxy=(668,1672,835,1687)
table-row xyxy=(4,1183,294,1197)
headline-episkeptiria: ΕΠΙΣΚΕΠΤΗΡΙΑ ΛΙΘΟΓΡΑΦΗΜΕΝΑ xyxy=(942,1554,1206,1571)
separator-mark: × xyxy=(746,342,758,359)
benefit-continued-text: Ἀλλ' ἐκεῖνο τὸ ὁποῖον προκαλεῖ τὸν θαυμασμὸν πρὸς τὸ εὐγενὲς Γαλλικὸν κοινόν, εἶνε ἡ τόσον πρόθυμος γενναιοδωρία καὶ τόσον περιεσταμένη ἐκτίμησις τῆς ὁποίαν τρέφει πρὸς τοὺς καλλιτέχνας του, ὥστε ἐκ τῆς παραστάσεως αὐτῆς, μὲ ὅλον τὸ ὑπέρογκον τῆς τιμῆς, εἰς τὴν ὁποίαν ἐπωλήθησαν αἱ θέσεις, θέσεις τοῦ θεάτρου—1000 φράγκα τὰ θεωρεῖα α' σειρᾶς, 500 τῆς δευτέρας, 100 φρ. τὰ πρῶτα ἑδώλια τῆς πλατείας κλπ.— συνελέχθη ἐν ὅλῳ τὸ στρογγυλὸν ποσὸν τῶν 83000 φράγκων, μὲ τὸ ὁποῖον ἡ καλλιτέχνης τὴν ὁποίαν σκέπτεται νὰ πάσῃ εἰς τὸ βοῦλημα πλέον ἀπ' αὐτῆς, θὰ διέλθῃ τὰς θλιβερὰς καὶ αἰωνίας νύκτας. xyxy=(602,112,902,338)
divider xyxy=(1247,1513,1566,1516)
table-year: 1897 xyxy=(164,1818,197,1832)
headline-therapevei: ΘΕΡΑΠΕΥΕΙ xyxy=(1012,1104,1136,1125)
domestic-prices xyxy=(4,243,149,289)
cell-value: 127,834 xyxy=(244,1197,292,1212)
funeral-date: Ἐν Ἀθήναις τῇ 19 Ἀπριλίου 1898. xyxy=(968,322,1180,338)
books-text-2: Εἰς δὲ ἐπίσης ἐκδοθὲν ἐξεπωλήθη καὶ ἡ Πραγματεία περὶ Πνευματώσεως τῶν Ἐντέρων τοῦ Ἰατροῦ ἐκ τοῦ Ἐνώσεως καὶ τῶν Ἀνατολὴ ἀπὸ τοῦ ἔτους 1893—1897. xyxy=(907,842,1241,906)
headline-izalokostas: ΕΜΜΑΝΟΥΗΛ Δ. ΙΖΑΛΟΚΩΣΤΑΣ xyxy=(1247,1388,1566,1413)
divider xyxy=(1247,1146,1566,1148)
funeral-notice-text-2: θάψαντα σήμερον κηδεύομεν αὔριον Δευτέραν καὶ ὥραν 10ην π. μ. ἐκ τῆς οἰκίας μας κειμένης ἐπὶ τῆς ὁδοῦ Ἀριστείδου ἀριθ. 23 (Καπνοκοπτήριον) εἰς τὸν ναὸν τῆς ἁγίας Εἰρήνης. xyxy=(907,209,1241,272)
divider xyxy=(1247,1662,1566,1663)
subscription-prices xyxy=(4,242,294,290)
headline-akephalon: ΤΟ ΑΚΕΦΑΛΟΝ ΠΤΩΜΑ xyxy=(30,655,268,676)
headline-entelis-therapeia: ΕΝΤΕΛΗΣ ΘΕΡΑΠΕΙΑ xyxy=(980,1629,1168,1649)
table-row xyxy=(4,1153,294,1168)
konis-text-3: Ἡ κόνις πλεονεκτεῖ καὶ ὡς πρὸς τὴν τιμὴν, διότι δὲν ἀπαιτεῖ ἐπικάλυψιν τῶν γειτονικῶν κτημάτων. xyxy=(1247,740,1566,788)
table-total-row xyxy=(4,1864,294,1880)
headline-eisagogi: ΕΙΣΑΓΩΓΗ xyxy=(83,853,215,873)
manta-text: Ἐν τῷ ἰατρείῳ τοῦ ἐν τῷ Πειραιεῖ μας ἀποστέλλονται ἰατρικά καὶ συγκεκριμένα ὑπὸ τὴν γνῶσιν τοῦ ἰατροῦ τῆς Κατίνας Κ. Οἰκονόμου ὑπηρετεῖ ἐργάτρια πεπειραμένη. xyxy=(907,1793,1241,1857)
watch-prices-silver: καὶ ἀργυρᾶ 22. xyxy=(85,1986,213,2005)
books-text: καὶ εἰς Β' ἔκδοσιν ἐξεπωλήθησαν οἱ «Ἀτλαντες τῶν Συφιλιδικῶν νοσημάτων» τοῦ Ἰατροχειρουργοῦ Σ. Δ. Ζαγκαρᾶ μετὰ προσθήκης καὶ περιγραφῆς πολλῶν νέων παθήσεων. Πραγματεύονται τὰ Συφιλιδικὰ νοσήματα γεννητικῶν ὀργάνων ἐν ἀμφοτέροις τοῖς φύλοις, ἀλλὰ καὶ περὶ τῆς θεραπείας τῶν διαφόρων μορφῶν, ἐπιπλοκὰς τῶν νοσημάτων, τοῦ γονορροϊκοῦ πονοκεφάλου καὶ ἡ περὶ τῆς ἀκμῆς. xyxy=(907,696,1241,841)
headline-kakon: Τὸ κακὸν ἀπειλεῖ. xyxy=(1332,605,1481,622)
furniture-list-text: Θὰ εὕρετε πρώτης τάξεως ὀψώνια, μπουφέδες, τραπέζια φαγητοῦ, σερβάν, κομὰ, καθρέπτες, καναπέδες, πολυθρόνας, καρέκλας καὶ ἐν γένει παντὸς εἴδους ἔπιπλα εἰς τιμὰς ἀπίστευτα. xyxy=(1247,324,1566,389)
headline-sterotis: Στερεότης-Κομψότης xyxy=(1316,415,1496,433)
divider xyxy=(907,1622,1241,1625)
anthon-text: Συνεχίσει τῶν κ. κ. Ἐκθετῶν ἡ Ἔκθεσις τῶν Ἀνθέων θέλει μείνει ἀνοικτὴ εἰς τὸ κοινὸν καὶ σήμερον Δευτέραν καὶ αὔριον Τρίτην ἀπὸ 9—12 π. μ. καὶ 3—6 1/2 μ. μ. xyxy=(4,1643,294,1708)
printing-text: Μετὰ καλλιτεχνικῶν ὑποδειγμάτων εἰς τὸ xyxy=(940,1474,1208,1490)
divider xyxy=(907,654,1241,657)
divider xyxy=(4,217,294,218)
cell-value: 3,708,467 xyxy=(230,1124,292,1139)
mourners-siblings: Μαρία Πανούτσου, Ἀγγελικὴ Κωλρμπάση, Ἰουλία Διαμαντίδου, Ἀσπασία Τσμπακόπουλου, Ἑλένη Θεοδωρίδου, Δημήτριος Δέδες, Ἄννα Δέδε, Ἄγγελος Πυρρῆς, Ἀλέξανδρος Πυρρῆς, Παναγιώτης Πυρρῆς, Κατίνα Τσολάκου, Μαρία Κυριακοῦ, Γεώργιος Κοκμπίλης, Βασίλειος Διαμαντίδης, Στέλιος Τσμπακόπουλος, Σωτήριος Τσολάκος, Κωνσταντῖνος Κυριακός. xyxy=(907,468,1241,614)
number-13-lead: Ὁ ἀριθμὸς 13 xyxy=(615,740,732,756)
watch-prices: Δραχμῶν 9, 10, 12, 14 xyxy=(53,1965,245,1984)
cell-item: Ὄσπρια xyxy=(6,1168,53,1183)
cell-value: 18,868 xyxy=(176,1095,218,1109)
cell-value: 43,433 xyxy=(251,1109,292,1124)
funeral-notice-text-3: Παρακαλοῦμεν τοὺς συγγενεῖς καὶ φίλους, ὅπως εὐαρεστηθῶσιν προσέλθωσιν καὶ συνοδεύσωσι τὴν ἐκφορὰν αὐτοῦ. xyxy=(907,273,1241,321)
headline-exedothisan: ΕΞΕΔΟΘΗΣΑΝ ΑΡΤΙ xyxy=(907,662,1241,692)
cell-value: 137,203 xyxy=(244,1212,292,1227)
table-row xyxy=(4,1095,294,1109)
cell-value: 1,198,173 xyxy=(156,1139,218,1153)
separator-mark: × xyxy=(442,953,454,970)
cell-item: Βακαλάος xyxy=(6,1109,68,1124)
apologia-lead: Ἀπολογία ἔμμετρος. xyxy=(314,625,480,641)
discount-notice: ΕΚΠΤΩΣΙΣ 30 ΤΟΙΣ 0/0 xyxy=(1266,394,1546,412)
column-2 xyxy=(300,112,596,2336)
table-row xyxy=(4,1227,294,1242)
headline-aggeltiria: ΚΑΙ ΑΓΓΕΛΤΗΡΙΑ ΓΑΜΩΝ xyxy=(954,1430,1195,1451)
column-rule xyxy=(598,114,599,2330)
